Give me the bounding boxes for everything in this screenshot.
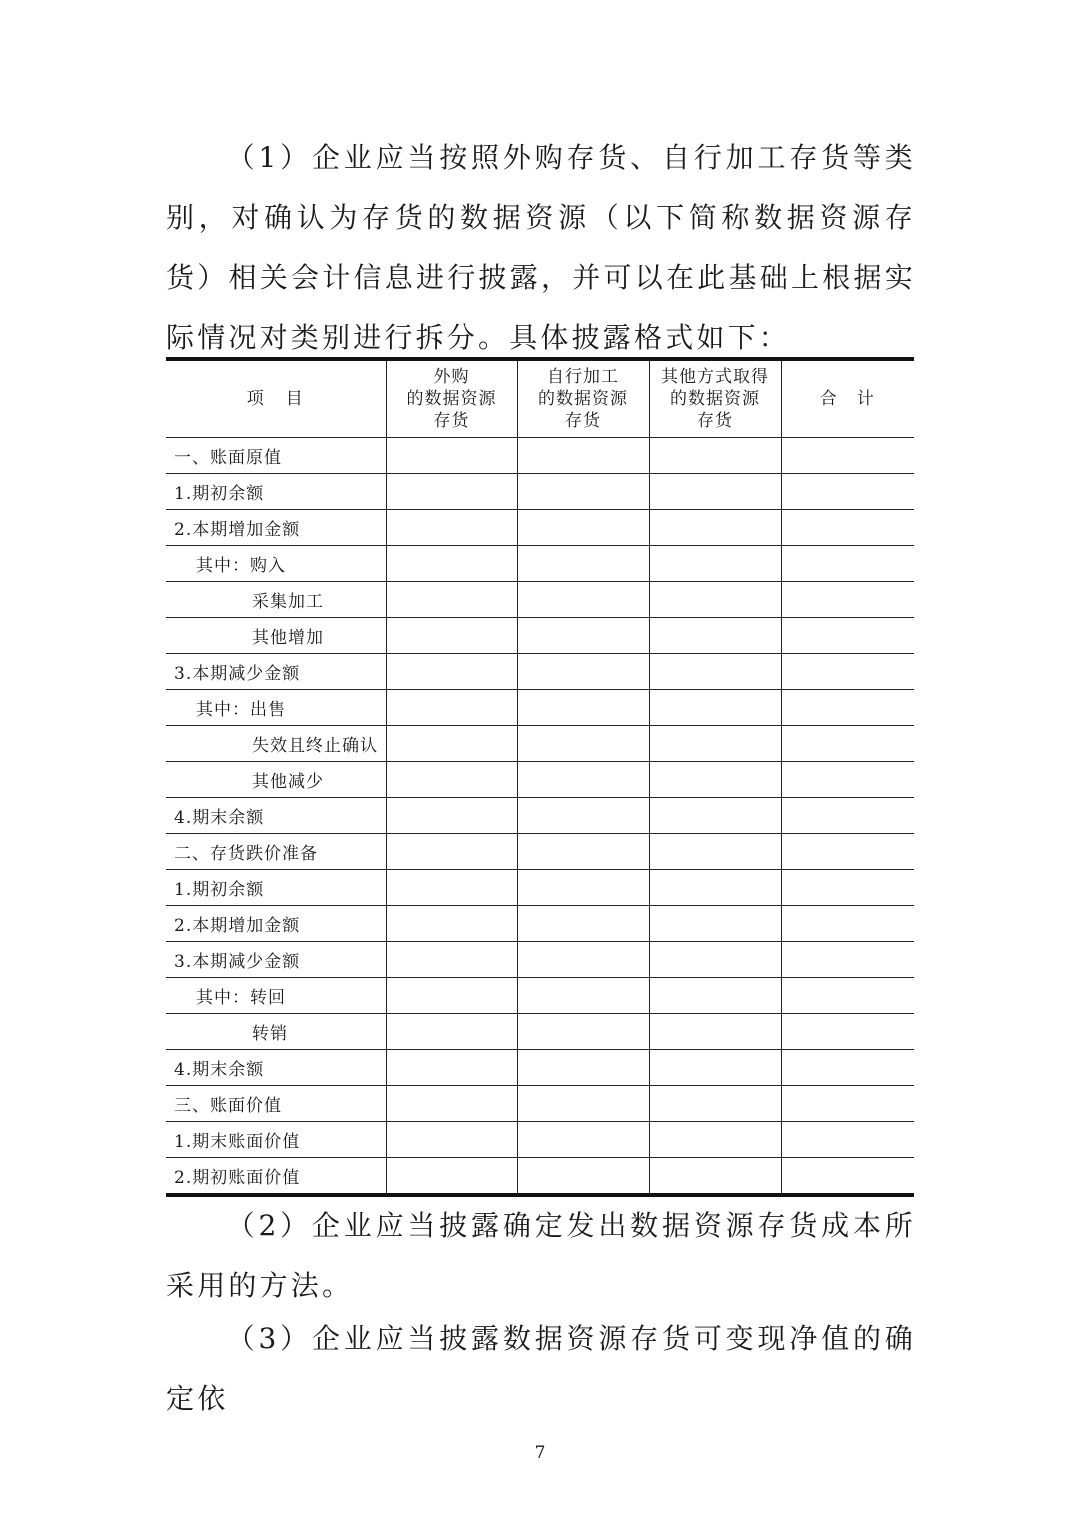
empty-value-cell bbox=[386, 834, 517, 870]
header-item: 项目 bbox=[166, 359, 386, 438]
empty-value-cell bbox=[517, 1158, 649, 1196]
table-row bbox=[166, 510, 914, 546]
empty-value-cell bbox=[649, 690, 781, 726]
row-label: 1.期末账面价值 bbox=[166, 1122, 386, 1158]
row-label: 失效且终止确认 bbox=[166, 726, 386, 762]
empty-value-cell bbox=[649, 1014, 781, 1050]
disclosure-format-table bbox=[166, 357, 914, 1197]
empty-value-cell bbox=[649, 582, 781, 618]
row-label: 三、账面价值 bbox=[166, 1086, 386, 1122]
table-row bbox=[166, 690, 914, 726]
paragraph-3-text: （3）企业应当披露数据资源存货可变现净值的确定依 bbox=[166, 1322, 916, 1415]
empty-value-cell bbox=[781, 798, 914, 834]
empty-value-cell bbox=[517, 942, 649, 978]
empty-value-cell bbox=[649, 906, 781, 942]
empty-value-cell bbox=[517, 726, 649, 762]
table-row bbox=[166, 438, 914, 474]
empty-value-cell bbox=[386, 438, 517, 474]
empty-value-cell bbox=[649, 870, 781, 906]
table-row bbox=[166, 798, 914, 834]
empty-value-cell bbox=[781, 1014, 914, 1050]
table-row bbox=[166, 1122, 914, 1158]
header-self-processed-line-2: 的数据资源 bbox=[538, 389, 628, 409]
paragraph-1-text: （1）企业应当按照外购存货、自行加工存货等类别，对确认为存货的数据资源（以下简称数据资源存货）相关会计信息进行披露，并可以在此基础上根据实际情况对类别进行拆分。具体披露格式如下： bbox=[166, 141, 916, 354]
paragraph-1 bbox=[166, 128, 916, 368]
row-label: 一、账面原值 bbox=[166, 438, 386, 474]
header-self-processed-line-3: 存货 bbox=[565, 411, 601, 431]
header-purchased bbox=[386, 359, 517, 438]
row-label: 4.期末余额 bbox=[166, 1050, 386, 1086]
empty-value-cell bbox=[386, 546, 517, 582]
empty-value-cell bbox=[781, 870, 914, 906]
empty-value-cell bbox=[386, 690, 517, 726]
empty-value-cell bbox=[649, 618, 781, 654]
table-row bbox=[166, 1158, 914, 1196]
empty-value-cell bbox=[649, 726, 781, 762]
row-label: 2.本期增加金额 bbox=[166, 510, 386, 546]
empty-value-cell bbox=[386, 798, 517, 834]
empty-value-cell bbox=[517, 582, 649, 618]
empty-value-cell bbox=[649, 762, 781, 798]
table-row bbox=[166, 1050, 914, 1086]
header-self-processed bbox=[517, 359, 649, 438]
empty-value-cell bbox=[386, 618, 517, 654]
header-other-line-2: 的数据资源 bbox=[670, 389, 760, 409]
empty-value-cell bbox=[649, 798, 781, 834]
empty-value-cell bbox=[517, 870, 649, 906]
empty-value-cell bbox=[649, 438, 781, 474]
empty-value-cell bbox=[781, 1122, 914, 1158]
header-purchased-line-1: 外购 bbox=[433, 367, 470, 387]
empty-value-cell bbox=[781, 942, 914, 978]
row-label: 采集加工 bbox=[166, 582, 386, 618]
empty-value-cell bbox=[781, 510, 914, 546]
empty-value-cell bbox=[781, 1086, 914, 1122]
empty-value-cell bbox=[517, 1086, 649, 1122]
empty-value-cell bbox=[781, 726, 914, 762]
row-label: 二、存货跌价准备 bbox=[166, 834, 386, 870]
header-purchased-line-3: 存货 bbox=[433, 411, 470, 431]
empty-value-cell bbox=[649, 1158, 781, 1196]
row-label: 1.期初余额 bbox=[166, 870, 386, 906]
row-label: 其中：购入 bbox=[166, 546, 386, 582]
row-label: 其中：出售 bbox=[166, 690, 386, 726]
empty-value-cell bbox=[781, 834, 914, 870]
empty-value-cell bbox=[517, 1014, 649, 1050]
empty-value-cell bbox=[386, 1014, 517, 1050]
empty-value-cell bbox=[649, 510, 781, 546]
empty-value-cell bbox=[649, 834, 781, 870]
empty-value-cell bbox=[649, 654, 781, 690]
empty-value-cell bbox=[386, 510, 517, 546]
table-row bbox=[166, 906, 914, 942]
empty-value-cell bbox=[517, 978, 649, 1014]
row-label: 3.本期减少金额 bbox=[166, 942, 386, 978]
header-other-line-3: 存货 bbox=[697, 411, 733, 431]
empty-value-cell bbox=[386, 762, 517, 798]
row-label: 其他减少 bbox=[166, 762, 386, 798]
empty-value-cell bbox=[781, 438, 914, 474]
empty-value-cell bbox=[517, 546, 649, 582]
paragraph-2 bbox=[166, 1196, 916, 1316]
empty-value-cell bbox=[781, 474, 914, 510]
empty-value-cell bbox=[386, 870, 517, 906]
row-label: 2.本期增加金额 bbox=[166, 906, 386, 942]
empty-value-cell bbox=[386, 474, 517, 510]
empty-value-cell bbox=[517, 690, 649, 726]
empty-value-cell bbox=[517, 1050, 649, 1086]
empty-value-cell bbox=[781, 690, 914, 726]
table-body bbox=[166, 438, 914, 1196]
row-label: 其他增加 bbox=[166, 618, 386, 654]
empty-value-cell bbox=[517, 1122, 649, 1158]
table-row bbox=[166, 474, 914, 510]
table-row bbox=[166, 582, 914, 618]
paragraph-2-text: （2）企业应当披露确定发出数据资源存货成本所采用的方法。 bbox=[166, 1209, 916, 1302]
empty-value-cell bbox=[386, 1086, 517, 1122]
table-row bbox=[166, 1086, 914, 1122]
paragraph-3 bbox=[166, 1309, 916, 1429]
row-label: 其中：转回 bbox=[166, 978, 386, 1014]
table-row bbox=[166, 618, 914, 654]
row-label: 1.期初余额 bbox=[166, 474, 386, 510]
empty-value-cell bbox=[386, 1122, 517, 1158]
empty-value-cell bbox=[517, 474, 649, 510]
table-row bbox=[166, 870, 914, 906]
empty-value-cell bbox=[517, 438, 649, 474]
header-other bbox=[649, 359, 781, 438]
empty-value-cell bbox=[517, 618, 649, 654]
empty-value-cell bbox=[517, 834, 649, 870]
row-label: 4.期末余额 bbox=[166, 798, 386, 834]
header-other-line-1: 其他方式取得 bbox=[661, 367, 769, 387]
table-row bbox=[166, 978, 914, 1014]
header-total: 合计 bbox=[781, 359, 914, 438]
table-row bbox=[166, 654, 914, 690]
empty-value-cell bbox=[517, 906, 649, 942]
row-label: 转销 bbox=[166, 1014, 386, 1050]
table-row bbox=[166, 726, 914, 762]
empty-value-cell bbox=[517, 654, 649, 690]
table-row bbox=[166, 546, 914, 582]
empty-value-cell bbox=[781, 1158, 914, 1196]
row-label: 3.本期减少金额 bbox=[166, 654, 386, 690]
empty-value-cell bbox=[386, 582, 517, 618]
empty-value-cell bbox=[781, 582, 914, 618]
empty-value-cell bbox=[517, 798, 649, 834]
empty-value-cell bbox=[386, 906, 517, 942]
empty-value-cell bbox=[386, 942, 517, 978]
empty-value-cell bbox=[386, 1050, 517, 1086]
empty-value-cell bbox=[781, 654, 914, 690]
empty-value-cell bbox=[649, 546, 781, 582]
header-self-processed-line-1: 自行加工 bbox=[547, 367, 619, 387]
empty-value-cell bbox=[649, 1050, 781, 1086]
empty-value-cell bbox=[386, 726, 517, 762]
page-number: 7 bbox=[534, 1443, 546, 1463]
row-label: 2.期初账面价值 bbox=[166, 1158, 386, 1196]
empty-value-cell bbox=[386, 654, 517, 690]
empty-value-cell bbox=[649, 1086, 781, 1122]
empty-value-cell bbox=[649, 978, 781, 1014]
table-row bbox=[166, 942, 914, 978]
empty-value-cell bbox=[781, 618, 914, 654]
table-header-row bbox=[166, 359, 914, 438]
table-row bbox=[166, 1014, 914, 1050]
empty-value-cell bbox=[517, 762, 649, 798]
empty-value-cell bbox=[649, 1122, 781, 1158]
header-purchased-line-2: 的数据资源 bbox=[406, 389, 497, 409]
empty-value-cell bbox=[386, 1158, 517, 1196]
empty-value-cell bbox=[386, 978, 517, 1014]
empty-value-cell bbox=[649, 474, 781, 510]
empty-value-cell bbox=[781, 906, 914, 942]
table-row bbox=[166, 762, 914, 798]
empty-value-cell bbox=[517, 510, 649, 546]
empty-value-cell bbox=[781, 1050, 914, 1086]
empty-value-cell bbox=[781, 762, 914, 798]
empty-value-cell bbox=[781, 546, 914, 582]
table-row bbox=[166, 834, 914, 870]
empty-value-cell bbox=[781, 978, 914, 1014]
empty-value-cell bbox=[649, 942, 781, 978]
